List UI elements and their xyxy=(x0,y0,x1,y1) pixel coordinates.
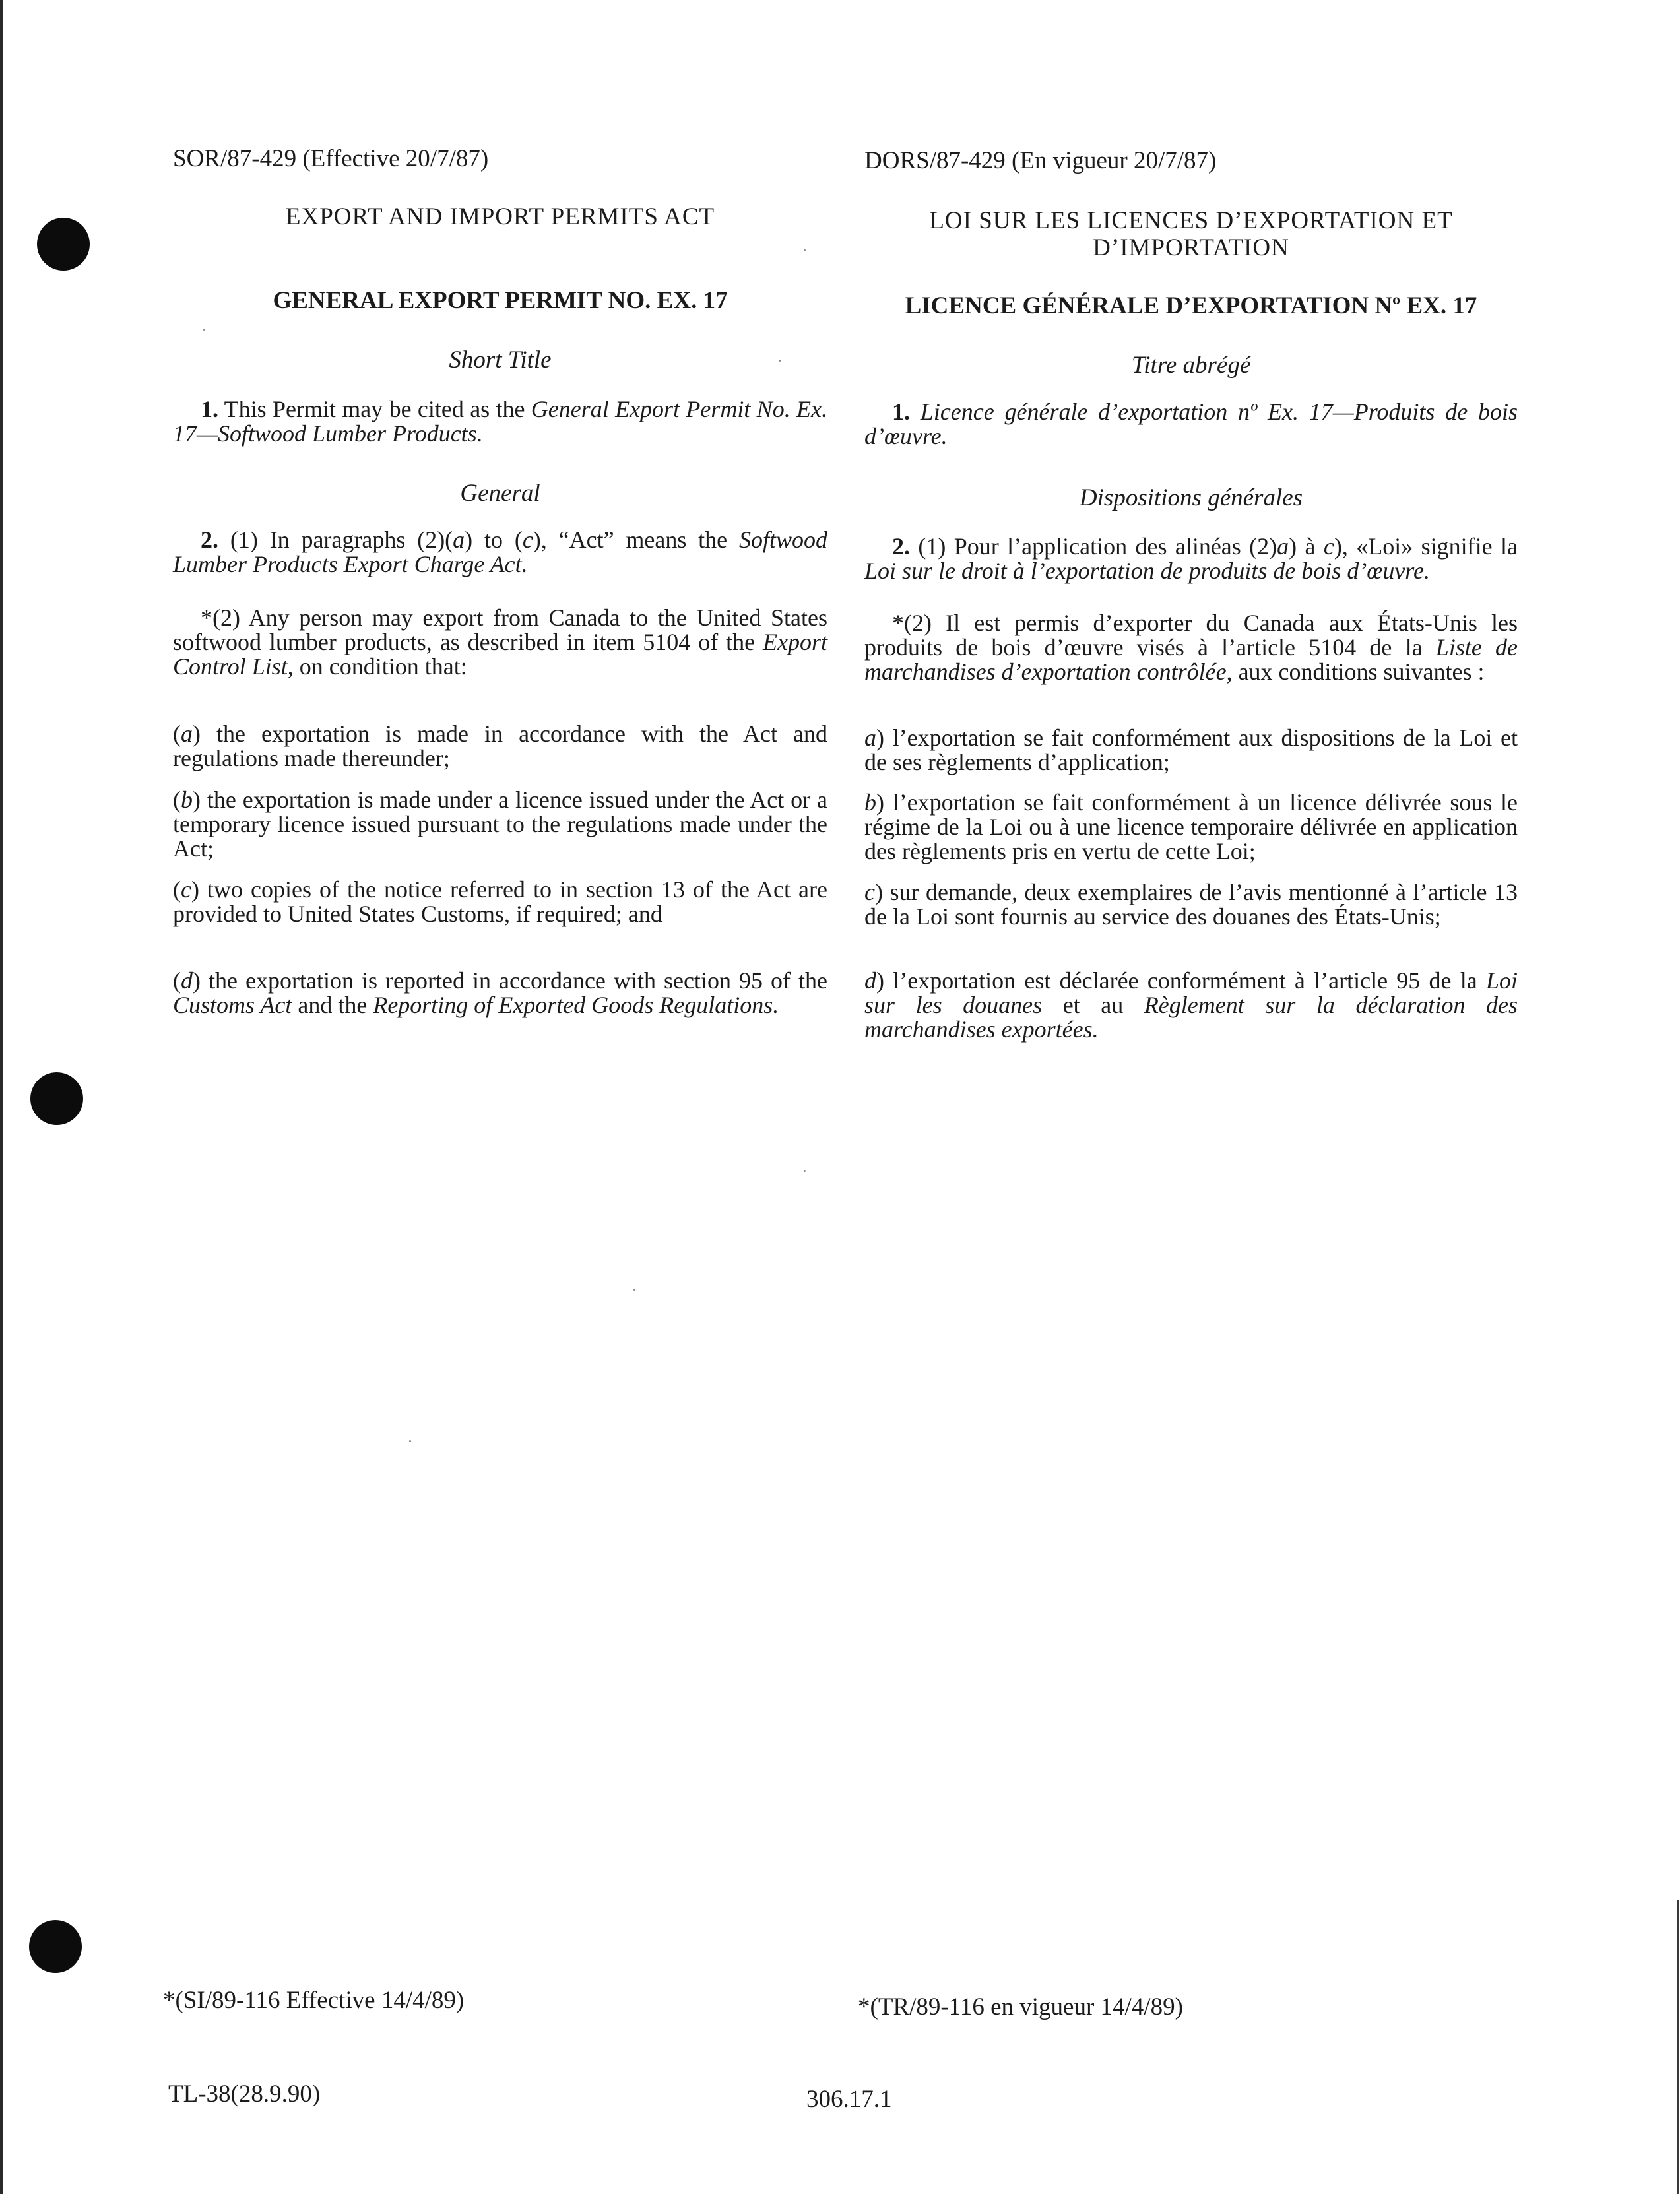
paragraph-text: ) l’exportation se fait conformément aux dispositions de la Loi et de ses règlements d’application; xyxy=(864,725,1518,775)
paragraph-label: c xyxy=(181,876,191,903)
paragraph-label: d xyxy=(181,967,193,994)
paragraph-text: the exportation is made in accordance with the Act and regulations made thereunder; xyxy=(173,721,827,771)
paragraph-c: (c) two copies of the notice referred to in section 13 of the Act are provided to United States Customs, if required; and xyxy=(173,876,827,927)
french-footnote: *(TR/89-116 en vigueur 14/4/89) xyxy=(858,1993,1183,2020)
act-name: Customs Act xyxy=(173,992,292,1018)
paragraph-text: and the xyxy=(292,992,373,1018)
act-title: EXPORT AND IMPORT PERMITS ACT xyxy=(285,203,715,230)
paragraph-text: the exportation is reported in accordance with section 95 of the xyxy=(201,967,827,994)
right-page-edge xyxy=(1677,1900,1679,2194)
paragraph-label: a xyxy=(181,721,193,747)
section-2-2 xyxy=(864,611,1518,684)
section-1 xyxy=(864,400,1518,449)
binder-hole-bottom xyxy=(29,1920,82,1973)
act-title-line-1: LOI SUR LES LICENCES D’EXPORTATION ET xyxy=(929,207,1453,234)
regulation-name: Règlement sur la déclaration des marchandises exportées. xyxy=(864,992,1518,1043)
paragraph-a xyxy=(864,726,1518,775)
section-text: *(2) Any person may export from Canada to the United States softwood lumber products, as described in item 5104 of the xyxy=(173,604,827,655)
french-column xyxy=(864,0,1518,2194)
english-column xyxy=(173,0,827,2194)
section-1 xyxy=(173,397,827,446)
paragraph-c xyxy=(864,880,1518,929)
regulation-reference: DORS/87-429 (En vigueur 20/7/87) xyxy=(864,147,1217,174)
paragraph-text: ) l’exportation se fait conformément à un licence délivrée sous le régime de la Loi ou à une licence temporaire délivrée en application des règlements pris en vertu de cette Loi; xyxy=(864,789,1518,864)
act-name: Loi sur les douanes xyxy=(864,967,1518,1018)
paragraph-ref: c xyxy=(522,527,533,553)
section-number: 1. xyxy=(201,396,218,422)
paragraph-label: c xyxy=(864,879,875,905)
paragraph-text: ) l’exportation est déclarée conformément à l’article 95 de la xyxy=(876,967,1486,994)
page-number: 306.17.1 xyxy=(806,2086,892,2113)
document-code: TL-38(28.9.90) xyxy=(168,2081,321,2108)
paragraph-label: a xyxy=(864,725,876,751)
list-name: Export Control List xyxy=(173,629,827,680)
act-name: Softwood Lumber Products Export Charge Act. xyxy=(173,527,827,577)
paragraph-d xyxy=(864,969,1518,1042)
paragraph-label: b xyxy=(864,789,876,816)
section-number: 1. xyxy=(892,399,910,425)
section-text: ), «Loi» signifie la xyxy=(1334,533,1518,560)
left-page-edge xyxy=(0,0,3,2194)
paragraph-label: b xyxy=(181,787,193,813)
permit-title: GENERAL EXPORT PERMIT NO. EX. 17 xyxy=(273,287,728,314)
section-2-2 xyxy=(173,606,827,679)
section-2-1 xyxy=(864,534,1518,583)
section-text: *(2) Il est permis d’exporter du Canada aux États-Unis les produits de bois d’œuvre visés à l’article 5104 de la xyxy=(864,610,1518,661)
section-text: (1) In paragraphs (2)( xyxy=(218,527,453,553)
general-heading: Dispositions générales xyxy=(1079,484,1303,511)
english-footnote: *(SI/89-116 Effective 14/4/89) xyxy=(163,1987,465,2014)
section-2-1 xyxy=(173,528,827,577)
paragraph-b xyxy=(864,790,1518,864)
permit-short-title: General Export Permit No. Ex. 17—Softwood Lumber Products. xyxy=(173,396,827,447)
regulation-reference: SOR/87-429 (Effective 20/7/87) xyxy=(173,145,489,172)
section-text: (1) Pour l’application des alinéas (2) xyxy=(910,533,1277,560)
paragraph-a: (a) the exportation is made in accordance with the Act and regulations made thereunder; xyxy=(173,721,827,771)
paragraph-d: (d) the exportation is reported in accordance with section 95 of the Customs Act and the Reporting of Exported Goods Regulations. xyxy=(173,967,827,1018)
act-title-line-2: D’IMPORTATION xyxy=(1093,234,1289,261)
short-title-heading: Short Title xyxy=(449,346,552,373)
section-text: , on condition that: xyxy=(287,653,467,680)
permit-title: LICENCE GÉNÉRALE D’EXPORTATION Nº EX. 17 xyxy=(905,292,1477,319)
paragraph-text: two copies of the notice referred to in section 13 of the Act are provided to United States Customs, if required; and xyxy=(173,876,827,927)
paragraph-text: the exportation is made under a licence issued under the Act or a temporary licence issued pursuant to the regulations made under the Act; xyxy=(173,787,827,862)
list-name: Liste de marchandises d’exportation contrôlée xyxy=(864,634,1518,685)
section-text: ), “Act” means the xyxy=(533,527,739,553)
paragraph-text: ) sur demande, deux exemplaires de l’avis mentionné à l’article 13 de la Loi sont fournis au service des douanes des États-Unis; xyxy=(864,879,1518,930)
paragraph-b: (b) the exportation is made under a licence issued under the Act or a temporary licence issued pursuant to the regulations made under the Act; xyxy=(173,787,827,862)
section-text: ) à xyxy=(1289,533,1324,560)
regulation-name: Reporting of Exported Goods Regulations. xyxy=(373,992,779,1018)
paragraph-text: et au xyxy=(1042,992,1144,1018)
paragraph-ref: c xyxy=(1323,533,1334,560)
act-name: Loi sur le droit à l’exportation de produits de bois d’œuvre. xyxy=(864,558,1430,584)
permit-short-title: Licence générale d’exportation nº Ex. 17—Produits de bois d’œuvre. xyxy=(864,399,1518,449)
section-1-text: This Permit may be cited as the xyxy=(218,396,531,422)
general-heading: General xyxy=(460,480,540,507)
paragraph-ref: a xyxy=(1277,533,1289,560)
paragraph-label: d xyxy=(864,967,876,994)
section-text: ) to ( xyxy=(465,527,523,553)
paragraph-ref: a xyxy=(453,527,465,553)
short-title-heading: Titre abrégé xyxy=(1131,352,1251,379)
section-text: , aux conditions suivantes : xyxy=(1226,659,1485,685)
binder-hole-middle xyxy=(30,1072,83,1125)
binder-hole-top xyxy=(37,218,90,271)
section-number: 2. xyxy=(892,533,910,560)
section-number: 2. xyxy=(201,527,218,553)
